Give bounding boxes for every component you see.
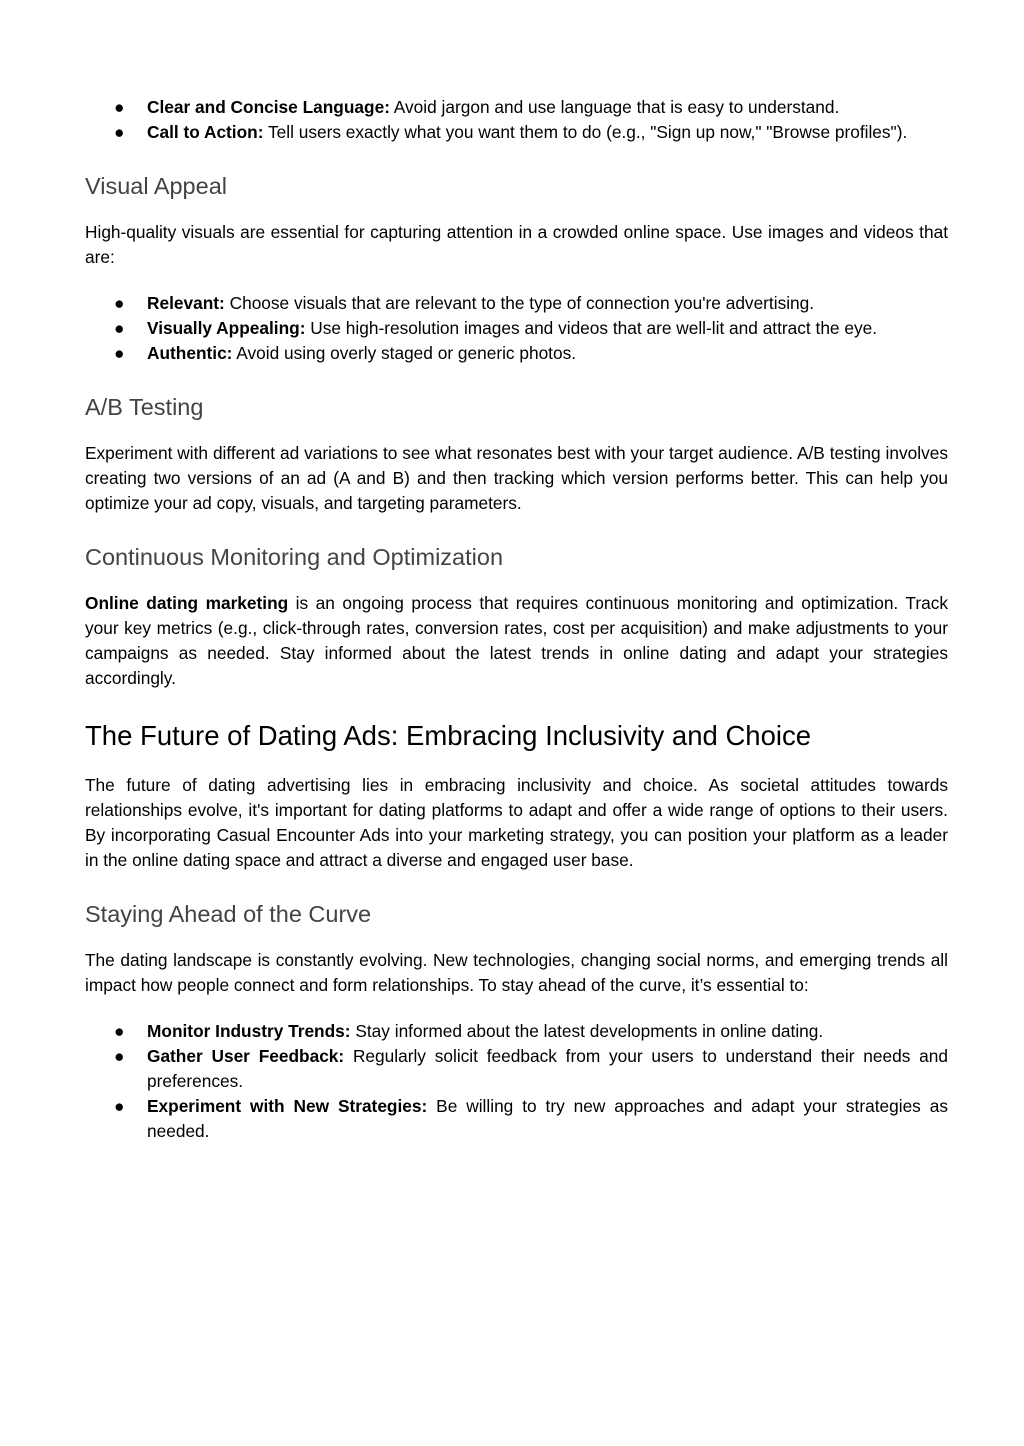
list-item-term: Call to Action: xyxy=(147,122,264,142)
list-item xyxy=(85,291,948,316)
paragraph-future: The future of dating advertising lies in embracing inclusivity and choice. As societal attitudes towards relationships evolve, it's important for dating platforms to adapt and offer a wide range of options to their users. By incorporating Casual Encounter Ads into your marketing strategy, you can position your platform as a leader in the online dating space and attract a diverse and engaged user base. xyxy=(85,775,948,870)
list-item xyxy=(85,1019,948,1044)
bullet-icon: ● xyxy=(114,97,125,117)
list-item xyxy=(85,120,948,145)
bullet-icon: ● xyxy=(114,343,125,363)
list-item xyxy=(85,316,948,341)
list-item-term: Gather User Feedback: xyxy=(147,1046,345,1066)
document-page xyxy=(85,95,948,1144)
bullet-list-ad-copy xyxy=(85,95,948,145)
list-item-term: Clear and Concise Language: xyxy=(147,97,390,117)
list-item-text: Choose visuals that are relevant to the type of connection you're advertising. xyxy=(224,293,815,313)
paragraph-ab-testing: Experiment with different ad variations to see what resonates best with your target audience. A/B testing involves creating two versions of an ad (A and B) and then tracking which version performs better. This can help you optimize your ad copy, visuals, and targeting parameters. xyxy=(85,443,948,513)
bullet-list-visual-appeal xyxy=(85,291,948,366)
bullet-icon: ● xyxy=(114,318,125,338)
heading-visual-appeal: Visual Appeal xyxy=(85,173,227,199)
heading-ab-testing: A/B Testing xyxy=(85,394,204,420)
list-item-term: Monitor Industry Trends: xyxy=(147,1021,351,1041)
list-item-text: Avoid using overly staged or generic photos. xyxy=(232,343,577,363)
bullet-icon: ● xyxy=(114,1021,125,1041)
list-item-text: Stay informed about the latest developments in online dating. xyxy=(350,1021,824,1041)
bullet-icon: ● xyxy=(114,1096,125,1116)
list-item-term: Visually Appealing: xyxy=(147,318,306,338)
list-item-text: Regularly solicit feedback from your users to understand their needs and preferences. xyxy=(147,1046,948,1091)
list-item-term: Experiment with New Strategies: xyxy=(147,1096,428,1116)
bullet-icon: ● xyxy=(114,1046,125,1066)
list-item-text: Use high-resolution images and videos that are well-lit and attract the eye. xyxy=(305,318,878,338)
paragraph-lead-bold: Online dating marketing xyxy=(85,593,289,613)
heading-staying-ahead: Staying Ahead of the Curve xyxy=(85,901,372,927)
list-item-text: Be willing to try new approaches and adapt your strategies as needed. xyxy=(147,1096,948,1141)
paragraph-text: is an ongoing process that requires continuous monitoring and optimization. Track your key metrics (e.g., click-through rates, conversion rates, cost per acquisition) and make adjustments to your campaigns as needed. Stay informed about the latest trends in online dating and adapt your strategies accordingly. xyxy=(85,593,948,688)
list-item xyxy=(85,1094,948,1144)
list-item-term: Relevant: xyxy=(147,293,225,313)
paragraph-visual-appeal: High-quality visuals are essential for capturing attention in a crowded online space. Use images and videos that are: xyxy=(85,222,948,267)
heading-monitoring: Continuous Monitoring and Optimization xyxy=(85,544,504,570)
bullet-icon: ● xyxy=(114,122,125,142)
paragraph-staying-ahead: The dating landscape is constantly evolving. New technologies, changing social norms, and emerging trends all impact how people connect and form relationships. To stay ahead of the curve, it’s essential to: xyxy=(85,950,948,995)
list-item-text: Tell users exactly what you want them to do (e.g., "Sign up now," "Browse profiles"). xyxy=(263,122,908,142)
list-item xyxy=(85,341,948,366)
bullet-icon: ● xyxy=(114,293,125,313)
heading-future-of-dating-ads: The Future of Dating Ads: Embracing Inclusivity and Choice xyxy=(85,720,812,751)
list-item xyxy=(85,1044,948,1094)
list-item xyxy=(85,95,948,120)
bullet-list-staying-ahead xyxy=(85,1019,948,1144)
list-item-term: Authentic: xyxy=(147,343,233,363)
paragraph-monitoring xyxy=(85,591,948,691)
list-item-text: Avoid jargon and use language that is easy to understand. xyxy=(389,97,840,117)
